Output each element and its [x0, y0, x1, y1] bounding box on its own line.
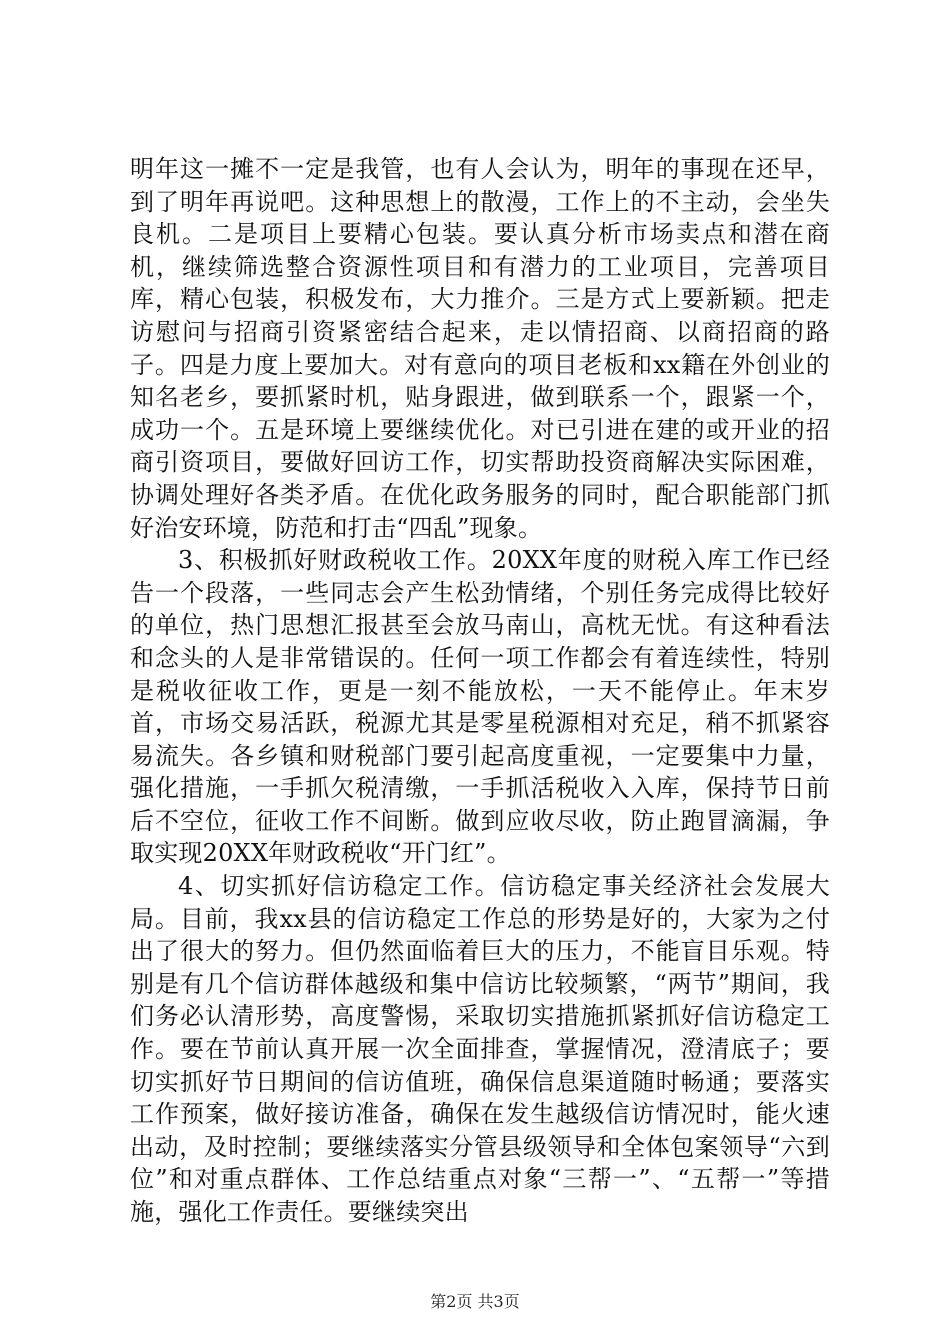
paragraph-fiscal-tax: 3、积极抓好财政税收工作。20XX年度的财税入库工作已经告一个段落，一些同志会产生松劲情绪，个别任务完成得比较好的单位，热门思想汇报甚至会放马南山，高枕无忧。有这种看法和念头的人是非常错误的。任何一项工作都会有着连续性，特别是税收征收工作，更是一刻不能放松，一天不能停止。年末岁首，市场交易活跃，税源尤其是零星税源相对充足，稍不抓紧容易流失。各乡镇和财税部门要引起高度重视，一定要集中力量，强化措施，一手抓欠税清缴，一手抓活税收入入库，保持节日前后不空位，征收工作不间断。做到应收尽收，防止跑冒滴漏，争取实现20XX年财政税收“开门红”。 — [130, 546, 830, 868]
paragraph-continuation: 明年这一摊不一定是我管，也有人会认为，明年的事现在还早，到了明年再说吧。这种思想上的散漫，工作上的不主动，会坐失良机。二是项目上要精心包装。要认真分析市场卖点和潜在商机，继续筛选整合资源性项目和有潜力的工业项目，完善项目库，精心包装，积极发布，大力推介。三是方式上要新颖。把走访慰问与招商引资紧密结合起来，走以情招商、以商招商的路子。四是力度上要加大。对有意向的项目老板和xx籍在外创业的知名老乡，要抓紧时机，贴身跟进，做到联系一个，跟紧一个，成功一个。五是环境上要继续优化。对已引进在建的或开业的招商引资项目，要做好回访工作，切实帮助投资商解决实际困难，协调处理好各类矛盾。在优化政务服务的同时，配合职能部门抓好治安环境，防范和打击“四乱”现象。 — [130, 155, 830, 542]
document-body — [130, 153, 830, 1229]
paragraph-petition-stability: 4、切实抓好信访稳定工作。信访稳定事关经济社会发展大局。目前，我xx县的信访稳定工作总的形势是好的，大家为之付出了很大的努力。但仍然面临着巨大的压力，不能盲目乐观。特别是有几个信访群体越级和集中信访比较频繁，“两节”期间，我们务必认清形势，高度警惕，采取切实措施抓紧抓好信访稳定工作。要在节前认真开展一次全面排查，掌握情况，澄清底子；要切实抓好节日期间的信访值班，确保信息渠道随时畅通；要落实工作预案，做好接访准备，确保在发生越级信访情况时，能火速出动，及时控制；要继续落实分管县级领导和全体包案领导“六到位”和对重点群体、工作总结重点对象“三帮一”、“五帮一”等措施，强化工作责任。要继续突出 — [130, 872, 830, 1226]
page-number-footer: 第2页 共3页 — [430, 1292, 520, 1311]
